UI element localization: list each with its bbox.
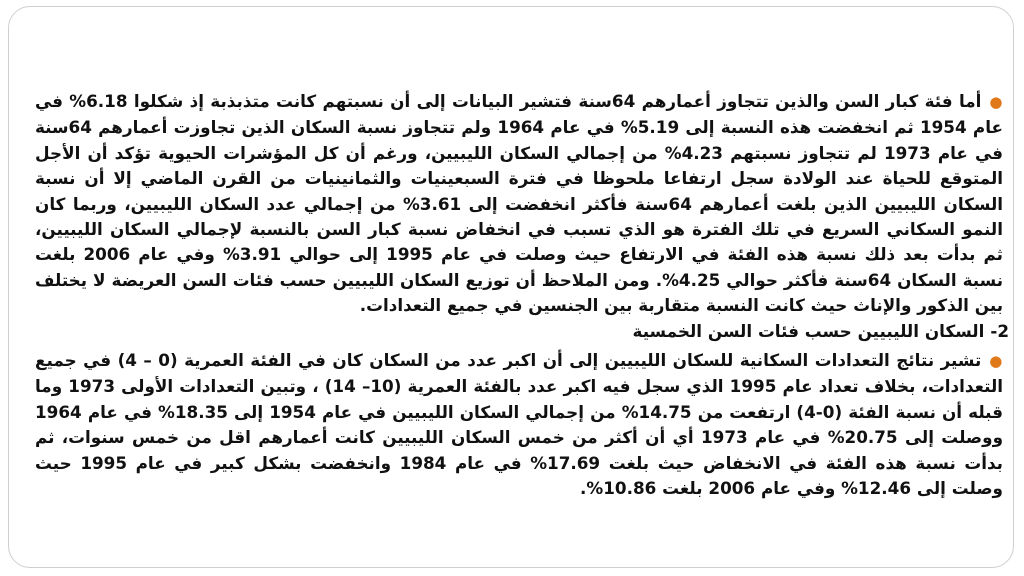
section-number: 2- <box>990 320 1009 341</box>
slide-content <box>35 89 1009 502</box>
paragraph-older-age-group <box>35 89 1003 319</box>
bullet-dot-icon: ● <box>989 93 1003 111</box>
bullet-dot-icon: ● <box>989 352 1004 371</box>
slide-frame <box>8 6 1014 568</box>
paragraph-five-year-groups <box>35 348 1003 501</box>
paragraph-1-text: أما فئة كبار السن والذين تتجاوز أعمارهم 64سنة فتشير البيانات إلى أن نسبتهم كانت متذبذبة إذ شكلوا 6.18% في عام 1954 ثم انخفضت هذه النسبة إلى 5.19% في عام 1964 ولم تتجاوز نسبة السكان الذين تجاوزت أعمارهم 64سنة في عام 1973 لم تتجاوز نسبتهم 4.23% من إجمالي السكان الليبيين، ورغم أن كل المؤشرات الحيوية تؤكد أن الأجل المتوقع للحياة عند الولادة سجل ارتفاعا ملحوظا في فترة السبعينيات والثمانينيات من القرن الماضي إلا أن نسبة السكان الليبيين الذين بلغت أعمارهم 64سنة فأكثر انخفضت إلى 3.61% من إجمالي عدد السكان الليبيين، وربما كان النمو السكاني السريع في تلك الفترة هو الذي تسبب في انخفاض نسبة كبار السن بالنسبة لإجمالي السكان الليبيين، ثم بدأت بعد ذلك نسبة هذه الفئة في الارتفاع حيث وصلت في عام 1995 إلى حوالي 3.91% وفي عام 2006 بلغت نسبة السكان 64سنة فأكثر حوالي 4.25%. ومن الملاحظ أن توزيع السكان الليبيين حسب فئات السن العريضة لا يختلف بين الذكور والإناث حيث كانت النسبة متقاربة بين الجنسين في جميع التعدادات. <box>35 91 1004 316</box>
section-heading <box>35 319 1009 344</box>
paragraph-2-text: تشير نتائج التعدادات السكانية للسكان الليبيين إلى أن اكبر عدد من السكان كان في الفئة العمرية (0 – 4) في جميع التعدادات، بخلاف تعداد عام 1995 الذي سجل فيه اكبر عدد بالفئة العمرية (10– 14) ، وتبين التعدادات الأولى 1973 وما قبله أن نسبة الفئة (0-4) ارتفعت من 14.75% من إجمالي السكان الليبيين في عام 1954 إلى 18.35% في عام 1964 ووصلت إلى 20.75% في عام 1973 أي أن أكثر من خمس السكان الليبيين كانت أعمارهم اقل من خمس سنوات، ثم بدأت نسبة هذه الفئة في الانخفاض حيث بلغت 17.69% في عام 1984 وانخفضت بشكل كبير في عام 1995 حيث وصلت إلى 12.46% وفي عام 2006 بلغت 10.86%. <box>35 350 1004 499</box>
section-title: السكان الليبيين حسب فئات السن الخمسية <box>632 320 985 341</box>
